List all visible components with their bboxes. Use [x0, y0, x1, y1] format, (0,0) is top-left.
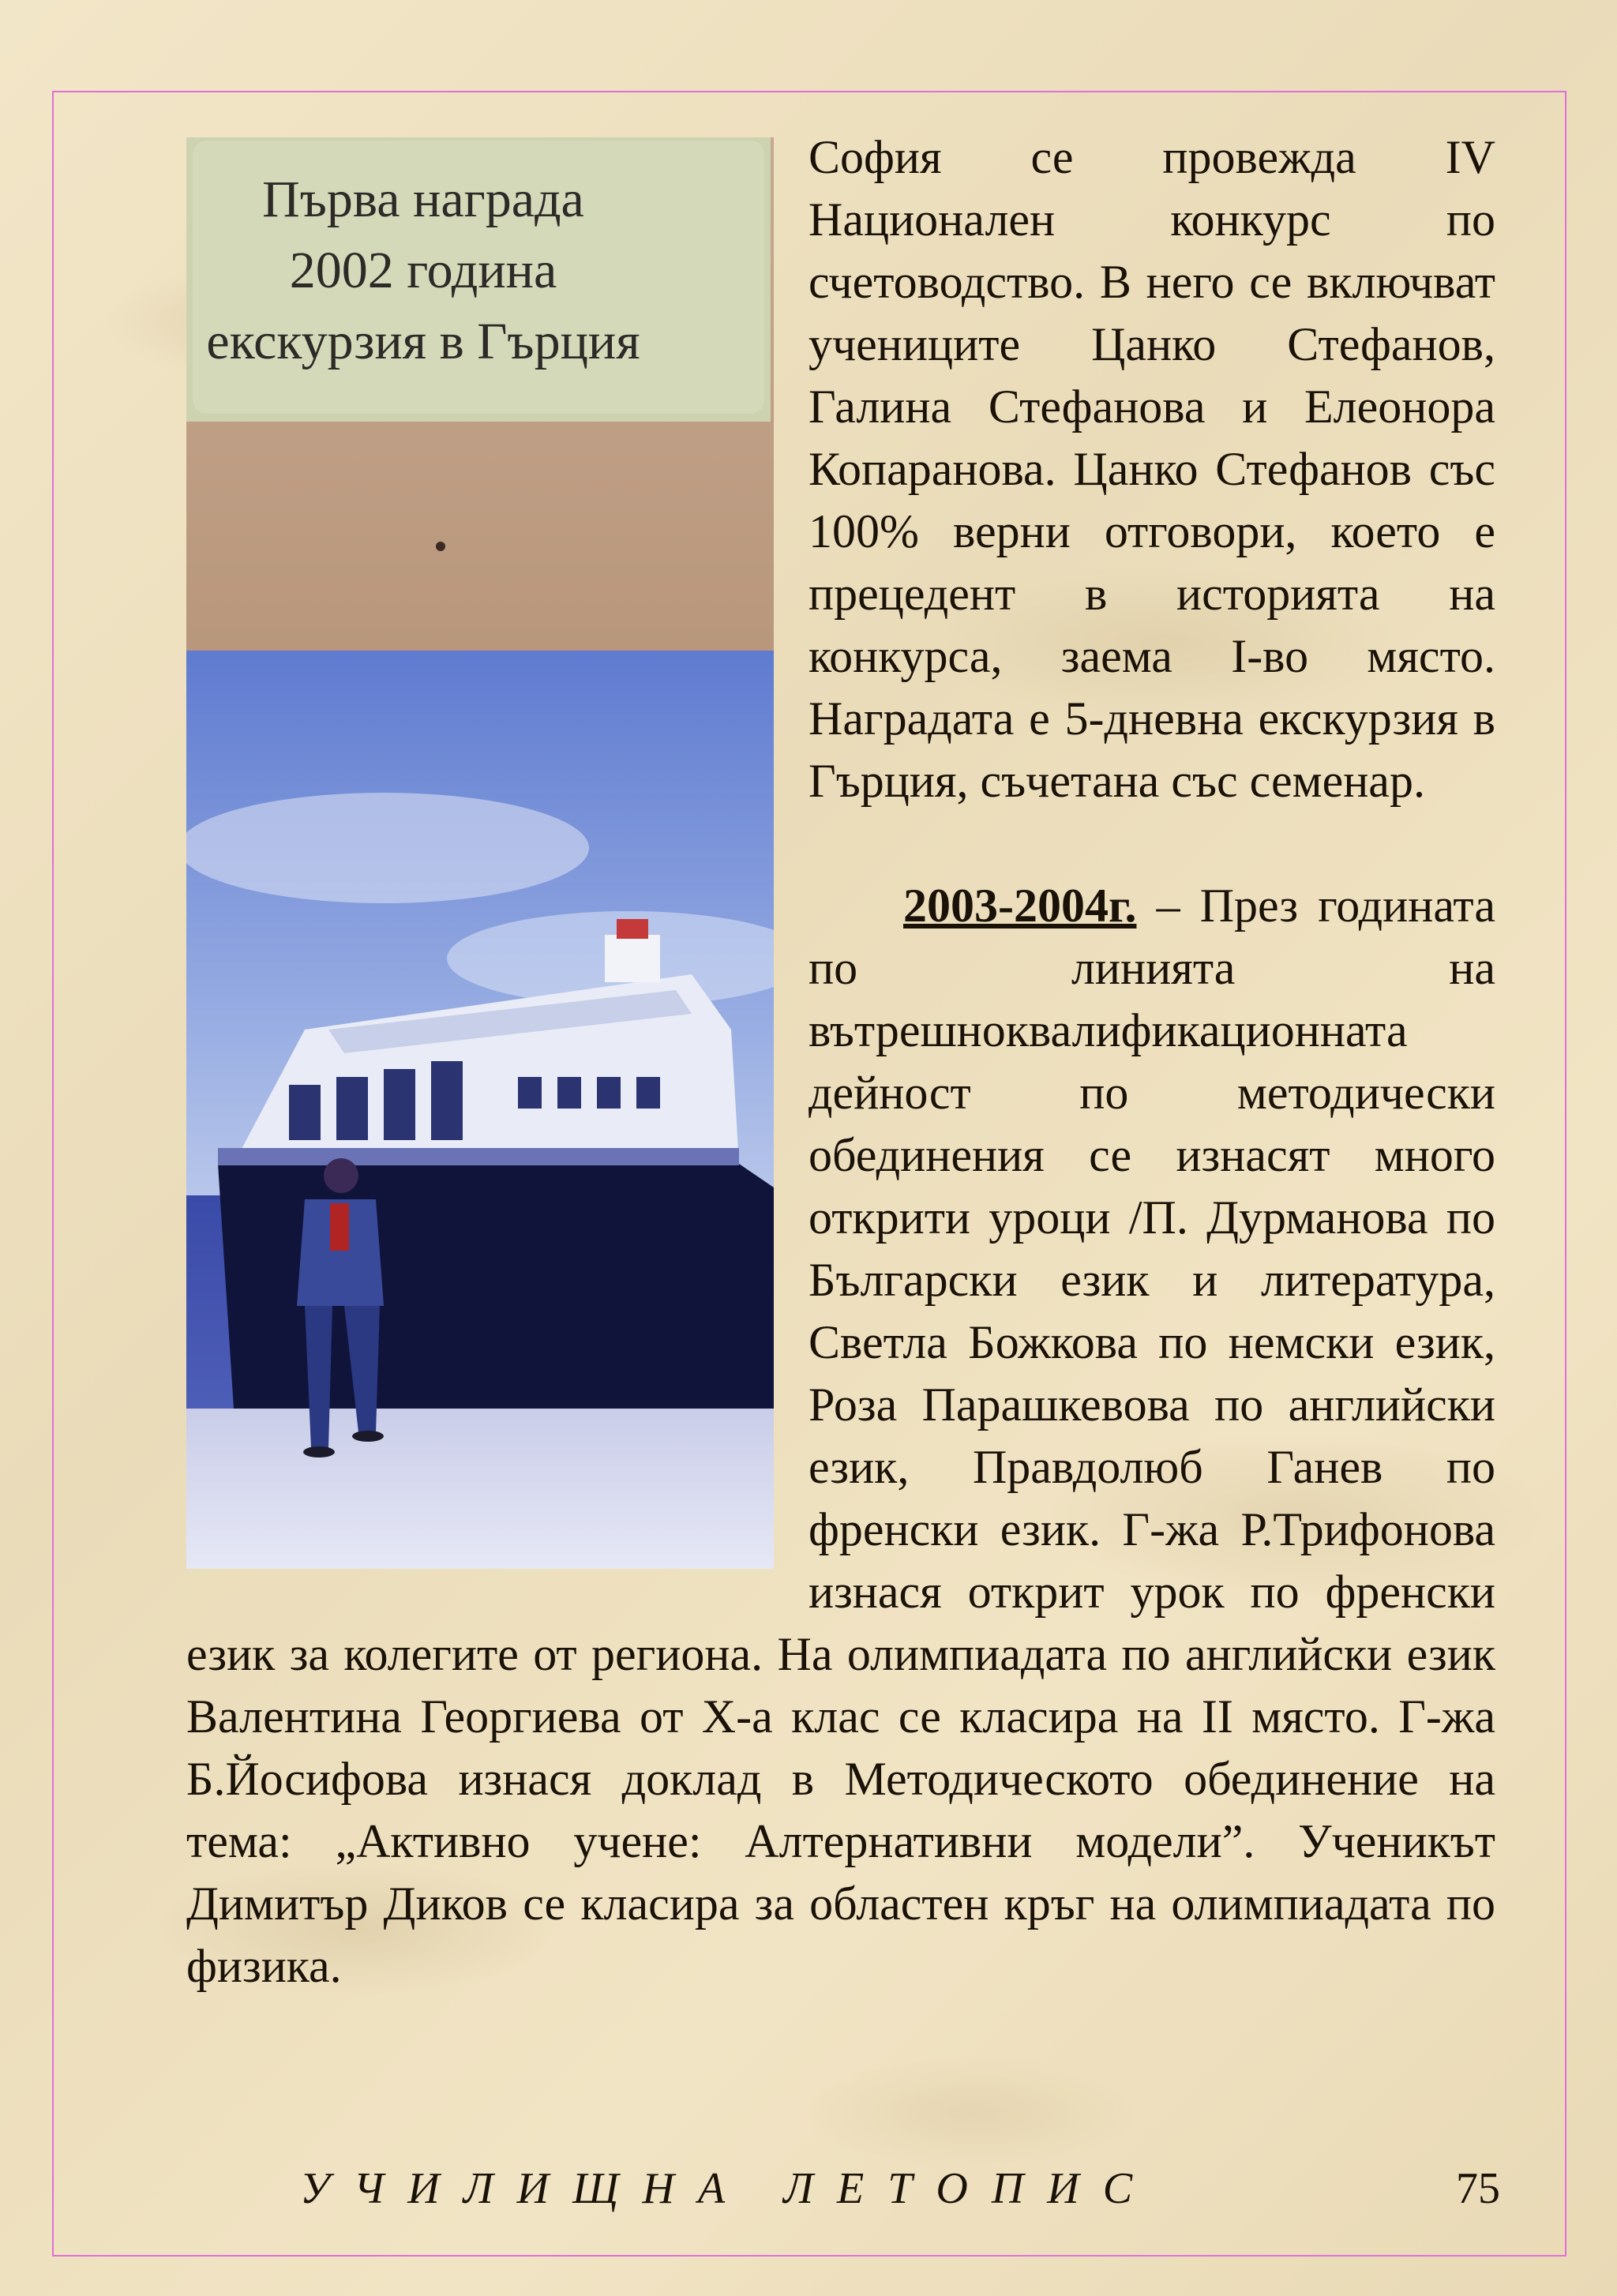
sign-line-2: 2002 година	[289, 242, 557, 299]
paragraph-2003-2004-text: – През годината по линията на вътрешноквалификационната дейност по методически обединения се изнасят много открити уроци /П. Дурманова по Български език и литература, Светла Божкова по немски език, Роза Парашкевова по английски език, Правдолюб Ганев по френски език. Г-жа Р.Трифонова изнася открит урок по френски език за колегите от региона. На олимпиадата по английски език Валентина Георгиева от Х-а клас се класира на II място. Г-жа Б.Йосифова изнася доклад в Методическото обединение на тема: „Активно учене: Алтернативни модели”. Ученикът Димитър Диков се класира за областен кръг на олимпиадата по физика.	[186, 880, 1495, 1992]
year-heading: 2003-2004г.	[903, 880, 1137, 932]
paragraph-sofia-contest: София се провежда IV Национален конкурс по счетоводство. В него се включват учениците Цанко Стефанов, Галина Стефанова и Елеонора Копаранова. Цанко Стефанов със 100% верни отговори, което е прецедент в историята на конкурса, заема I-во място. Наградата е 5-дневна екскурзия в Гърция, съчетана със семенар.	[808, 131, 1495, 807]
ship-photo	[186, 137, 774, 1569]
page-footer	[300, 2163, 1500, 2214]
footer-title: УЧИЛИЩНА ЛЕТОПИС	[300, 2164, 1157, 2213]
ship-photo-image	[186, 137, 774, 1569]
page-number: 75	[1456, 2164, 1500, 2213]
page-content	[186, 126, 1495, 1998]
sign-line-1: Първа награда	[262, 171, 584, 228]
sign-line-3: екскурзия в Гърция	[206, 313, 640, 370]
